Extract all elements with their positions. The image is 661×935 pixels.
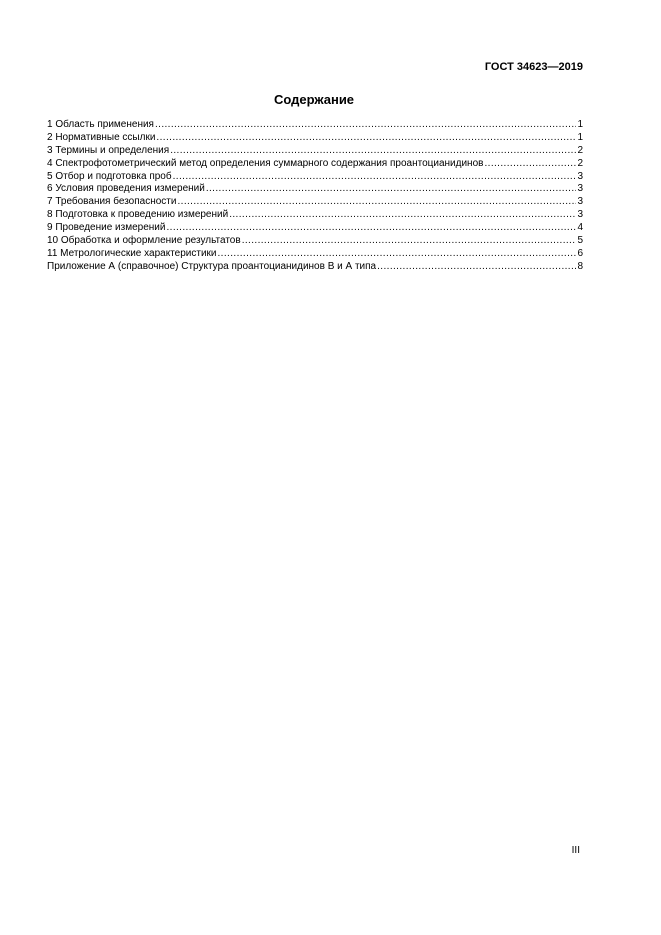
toc-leader-dots xyxy=(170,145,576,158)
toc-entry-page: 3 xyxy=(577,209,583,221)
toc-entry-results[interactable] xyxy=(47,235,583,248)
toc-leader-dots xyxy=(155,119,576,132)
document-number: ГОСТ 34623—2019 xyxy=(484,61,583,73)
toc-entry-terms[interactable] xyxy=(47,145,583,158)
toc-entry-page: 3 xyxy=(577,196,583,208)
toc-entry-page: 3 xyxy=(577,183,583,195)
toc-entry-conditions[interactable] xyxy=(47,183,583,196)
toc-leader-dots xyxy=(206,183,577,196)
toc-entry-label: 6 Условия проведения измерений xyxy=(47,183,205,195)
toc-entry-label: 3 Термины и определения xyxy=(47,144,170,156)
toc-entry-label: 1 Область применения xyxy=(47,119,154,130)
toc-leader-dots xyxy=(484,158,576,171)
toc-entry-references[interactable] xyxy=(47,132,583,145)
toc-entry-label: Приложение А (справочное) Структура проантоцианидинов B и А типа xyxy=(47,260,377,272)
toc-leader-dots xyxy=(242,235,577,248)
toc-entry-page: 5 xyxy=(577,235,583,247)
toc-leader-dots xyxy=(166,222,576,235)
toc-leader-dots xyxy=(229,209,576,222)
toc-entry-label: 8 Подготовка к проведению измерений xyxy=(47,209,229,221)
toc-entry-label: 11 Метрологические характеристики xyxy=(47,247,217,259)
toc-entry-page: 1 xyxy=(577,131,583,143)
toc-leader-dots xyxy=(177,196,576,209)
toc-leader-dots xyxy=(377,261,576,274)
toc-entry-page: 6 xyxy=(577,247,583,259)
toc-entry-preparation[interactable] xyxy=(47,209,583,222)
toc-entry-page: 1 xyxy=(577,119,583,130)
toc-entry-page: 3 xyxy=(577,170,583,182)
toc-entry-page: 4 xyxy=(577,222,583,234)
toc-title: Содержание xyxy=(273,92,355,107)
toc-entry-method[interactable] xyxy=(47,158,583,171)
toc-entry-label: 9 Проведение измерений xyxy=(47,222,166,234)
toc-entry-label: 4 Спектрофотометрический метод определения суммарного содержания проантоцианидинов xyxy=(47,157,484,169)
toc-entry-appendix-a[interactable] xyxy=(47,261,583,274)
toc-entry-label: 2 Нормативные ссылки xyxy=(47,131,156,143)
toc-entry-label: 5 Отбор и подготовка проб xyxy=(47,170,172,182)
toc-entry-page: 2 xyxy=(577,157,583,169)
toc-entry-metrology[interactable] xyxy=(47,248,583,261)
toc-entry-scope[interactable] xyxy=(47,119,583,132)
toc-entry-page: 2 xyxy=(577,144,583,156)
toc-leader-dots xyxy=(173,171,577,184)
toc-entry-label: 7 Требования безопасности xyxy=(47,196,177,208)
table-of-contents xyxy=(47,119,583,274)
toc-entry-safety[interactable] xyxy=(47,196,583,209)
toc-entry-sampling[interactable] xyxy=(47,171,583,184)
page-number: III xyxy=(571,845,580,856)
toc-leader-dots xyxy=(218,248,577,261)
toc-entry-label: 10 Обработка и оформление результатов xyxy=(47,235,241,247)
toc-entry-page: 8 xyxy=(577,260,583,272)
toc-leader-dots xyxy=(156,132,576,145)
toc-entry-measurements[interactable] xyxy=(47,222,583,235)
